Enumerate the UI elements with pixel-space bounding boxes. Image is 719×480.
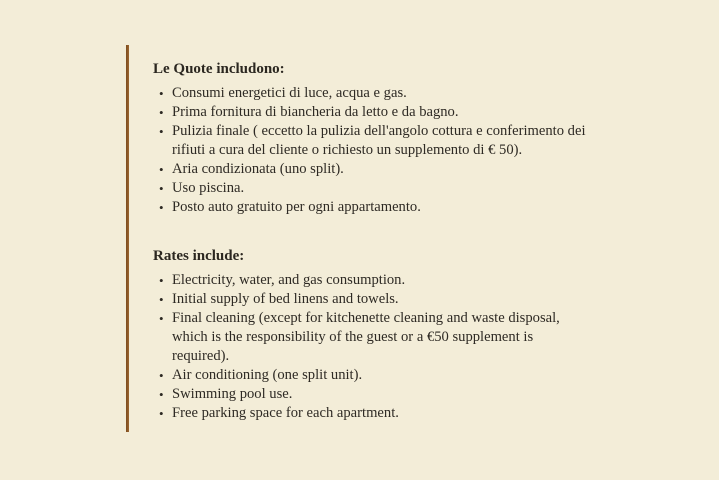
italian-bullet-list: [153, 84, 653, 217]
bullet-icon: •: [159, 124, 164, 139]
list-item-text: Uso piscina.: [172, 180, 245, 196]
list-item-text: Initial supply of bed linens and towels.: [172, 291, 399, 307]
list-item: [153, 198, 653, 217]
list-item: [153, 309, 653, 366]
list-item-text: Posto auto gratuito per ogni appartamento.: [172, 199, 421, 215]
terms-content: [153, 60, 653, 423]
bullet-icon: •: [159, 311, 164, 326]
list-item-text: Prima fornitura di biancheria da letto e da bagno.: [172, 104, 459, 120]
list-item: [153, 366, 653, 385]
list-item: [153, 179, 653, 198]
list-item-text: Aria condizionata (uno split).: [172, 161, 344, 177]
section-heading-english: Rates include:: [153, 248, 245, 264]
english-bullet-list: [153, 271, 653, 423]
list-item-text: Pulizia finale ( eccetto la pulizia dell'angolo cottura e conferimento dei rifiuti a cura del cliente o richiesto un supplemento di € 50).: [172, 123, 586, 158]
list-item: [153, 385, 653, 404]
list-item: [153, 160, 653, 179]
bullet-icon: •: [159, 162, 164, 177]
list-item: [153, 103, 653, 122]
list-item-text: Air conditioning (one split unit).: [172, 367, 363, 383]
list-item-text: Final cleaning (except for kitchenette cleaning and waste disposal, which is the responsibility of the guest or a €50 supplement is required).: [172, 310, 560, 364]
bullet-icon: •: [159, 200, 164, 215]
bullet-icon: •: [159, 181, 164, 196]
list-item: [153, 404, 653, 423]
list-item-text: Swimming pool use.: [172, 386, 293, 402]
bullet-icon: •: [159, 368, 164, 383]
bullet-icon: •: [159, 86, 164, 101]
bullet-icon: •: [159, 406, 164, 421]
bullet-icon: •: [159, 105, 164, 120]
list-item-text: Free parking space for each apartment.: [172, 405, 399, 421]
bullet-icon: •: [159, 273, 164, 288]
list-item: [153, 271, 653, 290]
accent-line: [126, 45, 129, 432]
bullet-icon: •: [159, 292, 164, 307]
section-heading-italian: Le Quote includono:: [153, 61, 285, 77]
section-italian-quote: [153, 60, 653, 217]
list-item: [153, 122, 653, 160]
list-item: [153, 290, 653, 309]
list-item-text: Electricity, water, and gas consumption.: [172, 272, 406, 288]
list-item-text: Consumi energetici di luce, acqua e gas.: [172, 85, 407, 101]
list-item: [153, 84, 653, 103]
bullet-icon: •: [159, 387, 164, 402]
section-english-rates: [153, 247, 653, 423]
